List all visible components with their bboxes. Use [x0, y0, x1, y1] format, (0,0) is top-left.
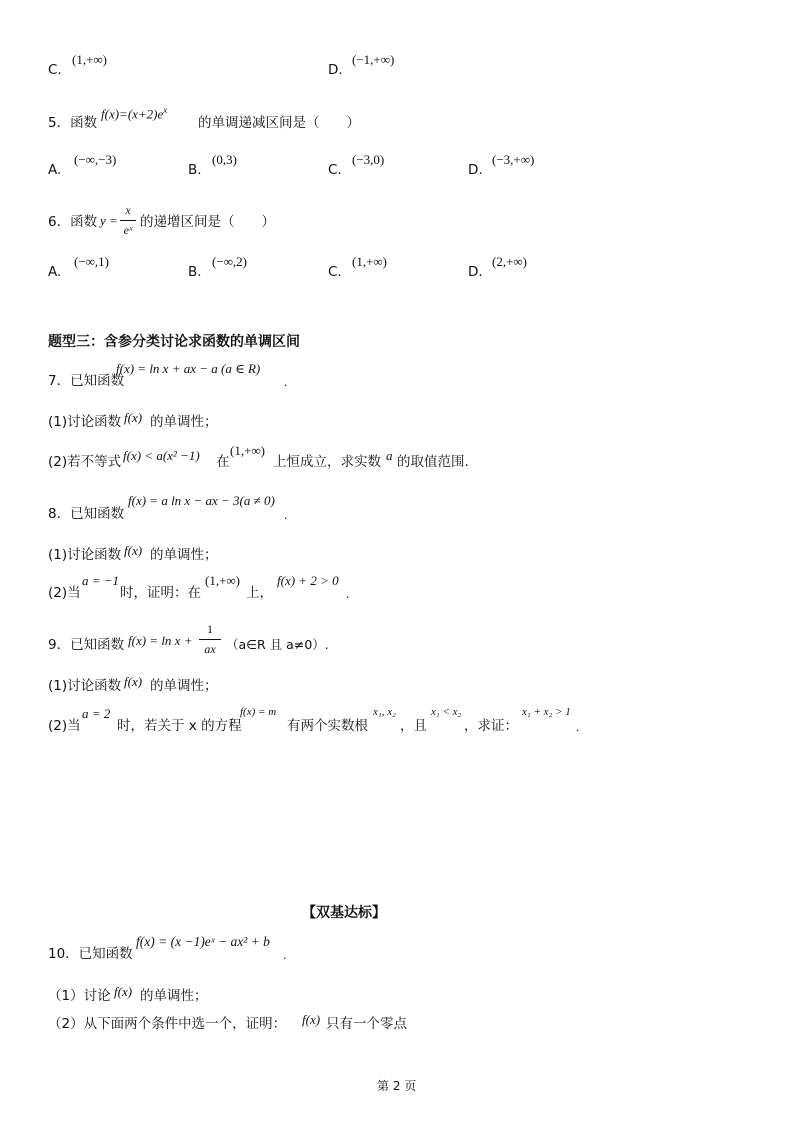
q5-option-c-math: (−3,0) [352, 152, 385, 167]
q9-part2-mid: 时，若关于 x 的方程 [117, 718, 242, 734]
q6-function-lhs: y = [100, 213, 118, 228]
q5-option-d-math: (−3,+∞) [492, 152, 535, 167]
q6-option-a-math: (−∞,1) [74, 254, 110, 269]
q8-part2-interval: (1,+∞) [205, 573, 241, 588]
q10-part2-suffix: 只有一个零点 [326, 1016, 407, 1032]
q4-option-c-label: C. [48, 62, 62, 78]
q6-option-b-label: B. [188, 264, 202, 280]
q7-part2-suffix: 的取值范围. [397, 454, 469, 470]
q8-end: . [284, 507, 288, 522]
q9-part2-claim: x₁ + x₂ > 1 [522, 706, 571, 718]
page-number: 第 2 页 [377, 1079, 417, 1093]
q9-part2-equation: f(x) = m [240, 706, 277, 718]
q8-part1-func: f(x) [124, 543, 143, 558]
q9-fraction-denominator: ax [204, 642, 216, 656]
q10-stem-prefix: 10．已知函数 [48, 946, 133, 962]
q5-option-a-math: (−∞,−3) [74, 152, 117, 167]
q10-part1-suffix: 的单调性； [140, 988, 208, 1004]
q5-stem-suffix: 的单调递减区间是（ ） [198, 115, 360, 131]
q8-part2-inequality: f(x) + 2 > 0 [277, 573, 339, 588]
q9-stem-prefix: 9．已知函数 [48, 637, 125, 653]
q10-part2-prefix: （2）从下面两个条件中选一个，证明： [48, 1016, 287, 1032]
q9-part1-prefix: (1)讨论函数 [48, 678, 122, 694]
q6-stem-suffix: 的递增区间是（ ） [140, 214, 275, 230]
q5-function: $f(x)=(x+2)e^x$ [101, 105, 168, 122]
q4-option-d-math: (−1,+∞) [352, 52, 395, 67]
q9-part2-condition: a = 2 [82, 706, 111, 721]
q9-part2-roots: x₁, x₂ [373, 706, 396, 718]
q9-part1-suffix: 的单调性； [150, 678, 218, 694]
q6-option-d-math: (2,+∞) [492, 254, 528, 269]
q5-option-b-math: (0,3) [212, 152, 237, 167]
q7-part2-inequality: f(x) < a(x² −1) [123, 448, 200, 463]
q9-part2-order: x₁ < x₂ [431, 706, 462, 718]
q5-stem-prefix: 5．函数 [48, 115, 98, 131]
q8-part1-suffix: 的单调性； [150, 547, 218, 563]
q8-part2-mid: 时，证明：在 [120, 585, 201, 601]
q10-part2-func: f(x) [302, 1012, 321, 1027]
q5-option-d-label: D. [468, 162, 483, 178]
q6-option-a-label: A. [48, 264, 62, 280]
q9-part2-prefix: (2)当 [48, 718, 81, 734]
q6-stem-prefix: 6．函数 [48, 214, 98, 230]
q10-function: f(x) = (x −1)eˣ − ax² + b [136, 934, 270, 949]
q7-part1-func: f(x) [124, 410, 143, 425]
q5-option-c-label: C. [328, 162, 342, 178]
q6-option-b-math: (−∞,2) [212, 254, 248, 269]
q9-part2-mid4: ，求证： [464, 718, 518, 734]
q6-option-c-label: C. [328, 264, 342, 280]
q6-fraction-numerator: x [125, 203, 131, 217]
q5-option-a-label: A. [48, 162, 62, 178]
q10-end: . [283, 947, 287, 962]
q8-part1-prefix: (1)讨论函数 [48, 547, 122, 563]
q5-option-b-label: B. [188, 162, 202, 178]
q7-function: f(x) = ln x + ax − a (a ∈ R) [116, 361, 261, 376]
q6-fraction [120, 203, 136, 238]
q8-part2-prefix: (2)当 [48, 585, 81, 601]
section-heading-type3: 题型三：含参分类讨论求函数的单调区间 [48, 334, 300, 350]
q7-part2-mid2: 上恒成立，求实数 [273, 454, 381, 470]
q6-option-c-math: (1,+∞) [352, 254, 388, 269]
q8-part2-condition: a = −1 [82, 573, 120, 588]
q7-stem-prefix: 7．已知函数 [48, 373, 125, 389]
q4-option-d-label: D. [328, 62, 343, 78]
q6-option-d-label: D. [468, 264, 483, 280]
q4-option-c-math: (1,+∞) [72, 52, 108, 67]
q9-fraction-numerator: 1 [207, 622, 213, 636]
q7-part2-prefix: (2)若不等式 [48, 454, 122, 470]
q9-function-lhs: f(x) = ln x + [128, 633, 193, 648]
q8-part2-mid2: 上， [246, 585, 273, 601]
section-heading-dual-basics: 【双基达标】 [302, 905, 386, 921]
q7-end: . [284, 374, 288, 389]
q9-fraction [199, 622, 221, 657]
q7-part2-mid: 在 [216, 454, 230, 470]
q7-part2-var: a [386, 448, 393, 463]
q9-part1-func: f(x) [124, 674, 143, 689]
q9-part2-mid2: 有两个实数根 [287, 718, 368, 734]
q8-part2-end: . [346, 586, 350, 601]
q7-part1-prefix: (1)讨论函数 [48, 414, 122, 430]
q9-part2-end: . [576, 719, 580, 734]
q8-function: f(x) = a ln x − ax − 3(a ≠ 0) [128, 493, 275, 508]
q7-part1-suffix: 的单调性； [150, 414, 218, 430]
q10-part1-prefix: （1）讨论 [48, 988, 111, 1004]
q8-stem-prefix: 8．已知函数 [48, 506, 125, 522]
q9-part2-mid3: ，且 [400, 718, 427, 734]
q9-stem-suffix: （a∈R 且 a≠0）. [226, 637, 329, 652]
q6-fraction-denominator: eˣ [123, 223, 133, 237]
q10-part1-func: f(x) [114, 984, 133, 999]
q7-part2-interval: (1,+∞) [230, 443, 266, 458]
